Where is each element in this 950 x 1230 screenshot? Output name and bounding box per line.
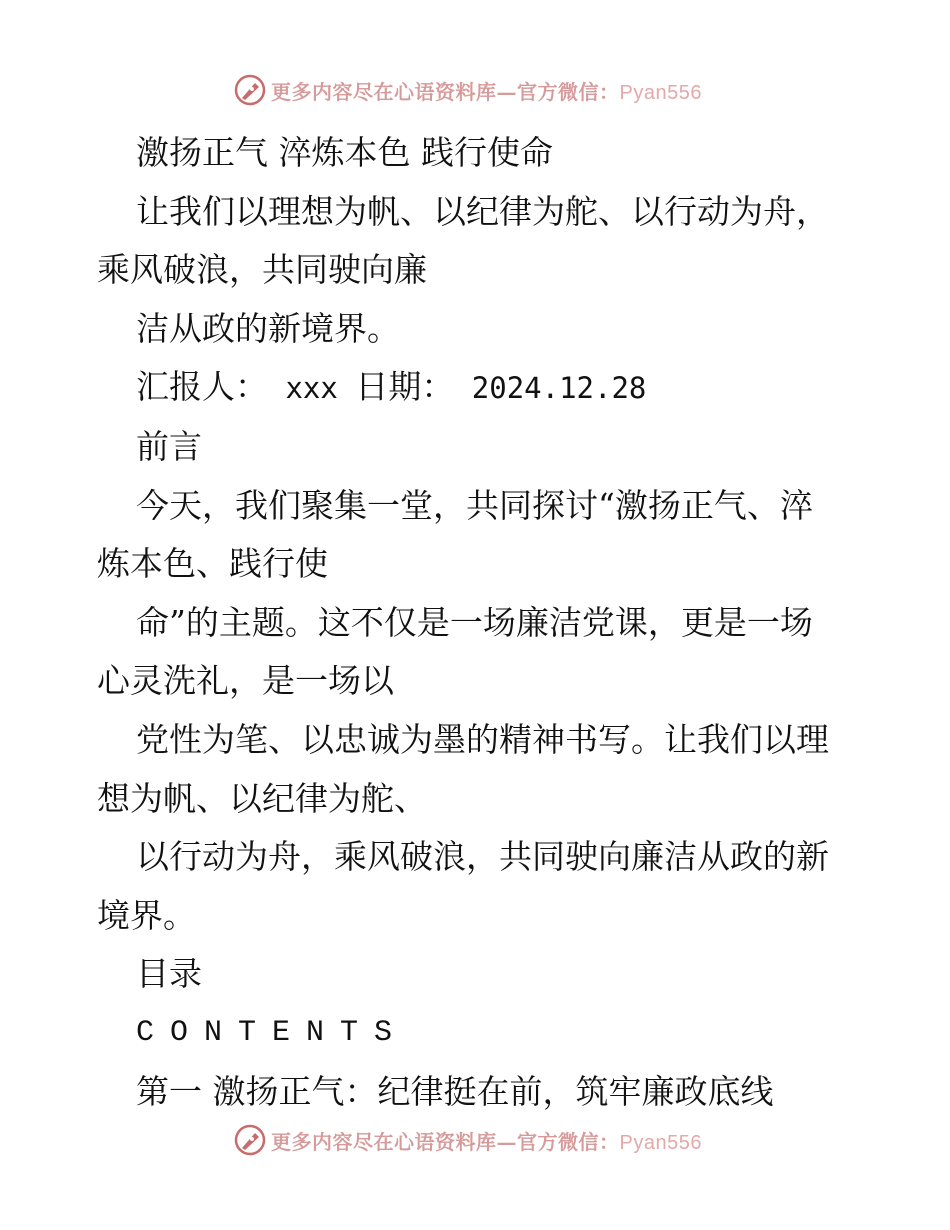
preface-heading: 前言: [136, 426, 202, 466]
date-label: 日期：: [355, 367, 455, 407]
reporter-label: 汇报人：: [136, 367, 268, 407]
paragraph-line: 党性为笔、以忠诚为墨的精神书写。让我们以理: [136, 719, 829, 759]
paragraph-line: 以行动为舟，乘风破浪，共同驶向廉洁从政的新: [136, 837, 829, 877]
doc-title: 激扬正气 淬炼本色 践行使命: [136, 133, 553, 172]
watermark-id: Pyan556: [619, 81, 702, 104]
watermark-id: Pyan556: [619, 1131, 702, 1154]
watermark-main: 更多内容尽在心语资料库—官方微信：: [271, 1129, 620, 1154]
paragraph-line: 想为帆、以纪律为舵、: [97, 778, 427, 818]
watermark-main: 更多内容尽在心语资料库—官方微信：: [271, 79, 620, 104]
date-value: [454, 371, 646, 405]
reporter-value-text: xxx: [285, 371, 338, 406]
reporter-date-line: [97, 358, 857, 418]
reporter-value: [268, 371, 355, 405]
paragraph-line: 乘风破浪，共同驶向廉: [97, 250, 427, 290]
document-body: [97, 124, 857, 1121]
watermark-text: [271, 1126, 702, 1155]
paragraph-line: 让我们以理想为帆、以纪律为舵、以行动为舟，: [136, 191, 829, 231]
pen-nib-circle-icon: [233, 73, 267, 107]
paragraph-line: 境界。: [97, 895, 196, 935]
toc-item: 第一 激扬正气：纪律挺在前，筑牢廉政底线: [136, 1071, 774, 1111]
paragraph-line: 心灵洗礼，是一场以: [97, 661, 394, 701]
pen-nib-circle-icon: [233, 1123, 267, 1157]
paragraph-line: 命”的主题。这不仅是一场廉洁党课，更是一场: [136, 602, 813, 642]
watermark-text: [271, 76, 702, 105]
paragraph-line: 炼本色、践行使: [97, 544, 328, 584]
date-value-text: 2024.12.28: [471, 371, 647, 406]
toc-subheading: CONTENTS: [136, 1015, 409, 1050]
paragraph-line: 洁从政的新境界。: [136, 308, 400, 348]
footer-watermark: [233, 1123, 702, 1157]
toc-heading: 目录: [136, 954, 202, 994]
header-watermark: [233, 73, 702, 107]
paragraph-line: 今天，我们聚集一堂，共同探讨“激扬正气、淬: [136, 485, 813, 525]
